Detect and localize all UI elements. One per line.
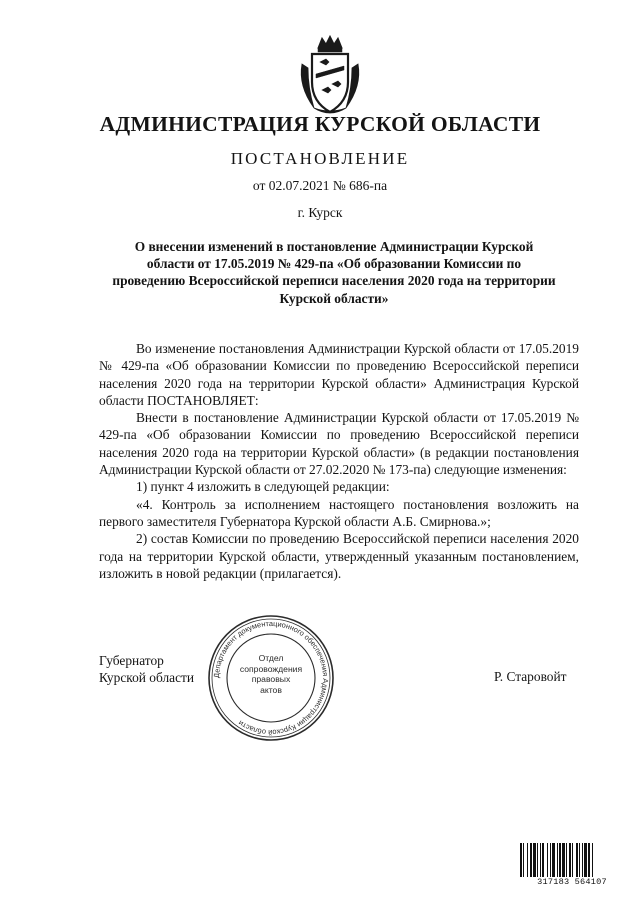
signatory-position-line1: Губернатор <box>99 653 164 668</box>
document-body <box>99 340 579 582</box>
barcode-bar <box>550 843 551 877</box>
barcode-bar <box>584 843 587 877</box>
stamp-center-text <box>221 653 321 695</box>
stamp-line3: правовых <box>251 674 291 685</box>
barcode-bar <box>562 843 565 877</box>
barcode-bar <box>557 843 558 877</box>
barcode-bar <box>537 843 538 877</box>
barcode-bar <box>523 843 524 877</box>
barcode-bar <box>533 843 536 877</box>
document-city: г. Курск <box>297 205 343 220</box>
paragraph-item2: 2) состав Комиссии по проведению Всероссийской переписи населения 2020 года на территории Курской области, утвержденный указанным постановлением, изложить в новой редакции (прилагается). <box>99 531 579 581</box>
barcode-bar <box>572 843 573 877</box>
paragraph-item1-text: «4. Контроль за исполнением настоящего постановления возложить на первого заместителя Губернатора Курской области А.Б. Смирнова.»; <box>99 496 579 529</box>
barcode-bar <box>552 843 555 877</box>
barcode <box>520 843 624 877</box>
barcode-bar <box>566 843 567 877</box>
barcode-bar <box>540 843 541 877</box>
stamp-line4: актов <box>260 684 282 695</box>
barcode-bar <box>547 843 548 877</box>
document-date-number: от 02.07.2021 № 686-па <box>252 178 388 193</box>
kursk-coat-of-arms-icon <box>296 34 364 118</box>
barcode-bar <box>582 843 583 877</box>
barcode-digits: 317183 564107 <box>537 877 607 887</box>
signatory-position <box>99 652 194 687</box>
barcode-bar <box>542 843 544 877</box>
barcode-bar <box>520 843 522 877</box>
barcode-bar <box>592 843 593 877</box>
signatory-position-line2: Курской области <box>99 670 195 686</box>
organization-title: АДМИНИСТРАЦИЯ КУРСКОЙ ОБЛАСТИ <box>99 112 541 136</box>
stamp-ring-text: Департамент документационного обеспечения Администрации Курской области <box>211 618 331 738</box>
barcode-bar <box>530 843 532 877</box>
barcode-bar <box>559 843 561 877</box>
barcode-bar <box>569 843 571 877</box>
barcode-bar <box>579 843 580 877</box>
paragraph-main: Внести в постановление Администрации Курской области от 17.05.2019 № 429-па «Об образовании Комиссии по проведению Всероссийской переписи населения 2020 года на территории Курской области» (в редакции постановления Администрации Курской области от 27.02.2020 № 173-па) следующие изменения: <box>99 410 579 478</box>
document-subject: О внесении изменений в постановление Администрации Курской области от 17.05.2019 № 429-па «Об образовании Комиссии по проведению Всероссийской переписи населения 2020 года на территории Курской области» <box>112 239 556 306</box>
barcode-bar <box>588 843 590 877</box>
stamp-line2: сопровождения <box>239 663 303 674</box>
document-type: ПОСТАНОВЛЕНИЕ <box>230 149 410 168</box>
barcode-bar <box>576 843 578 877</box>
stamp-line1: Отдел <box>258 653 284 663</box>
signatory-name: Р. Старовойт <box>494 669 567 684</box>
barcode-bar <box>527 843 528 877</box>
paragraph-item1-intro: 1) пункт 4 изложить в следующей редакции: <box>136 479 390 495</box>
paragraph-preamble: Во изменение постановления Администрации Курской области от 17.05.2019 № 429-па «Об образовании Комиссии по проведению Всероссийской переписи населения 2020 года на территории Курской области» Администрация Курской области ПОСТАНОВЛЯЕТ: <box>99 341 579 408</box>
